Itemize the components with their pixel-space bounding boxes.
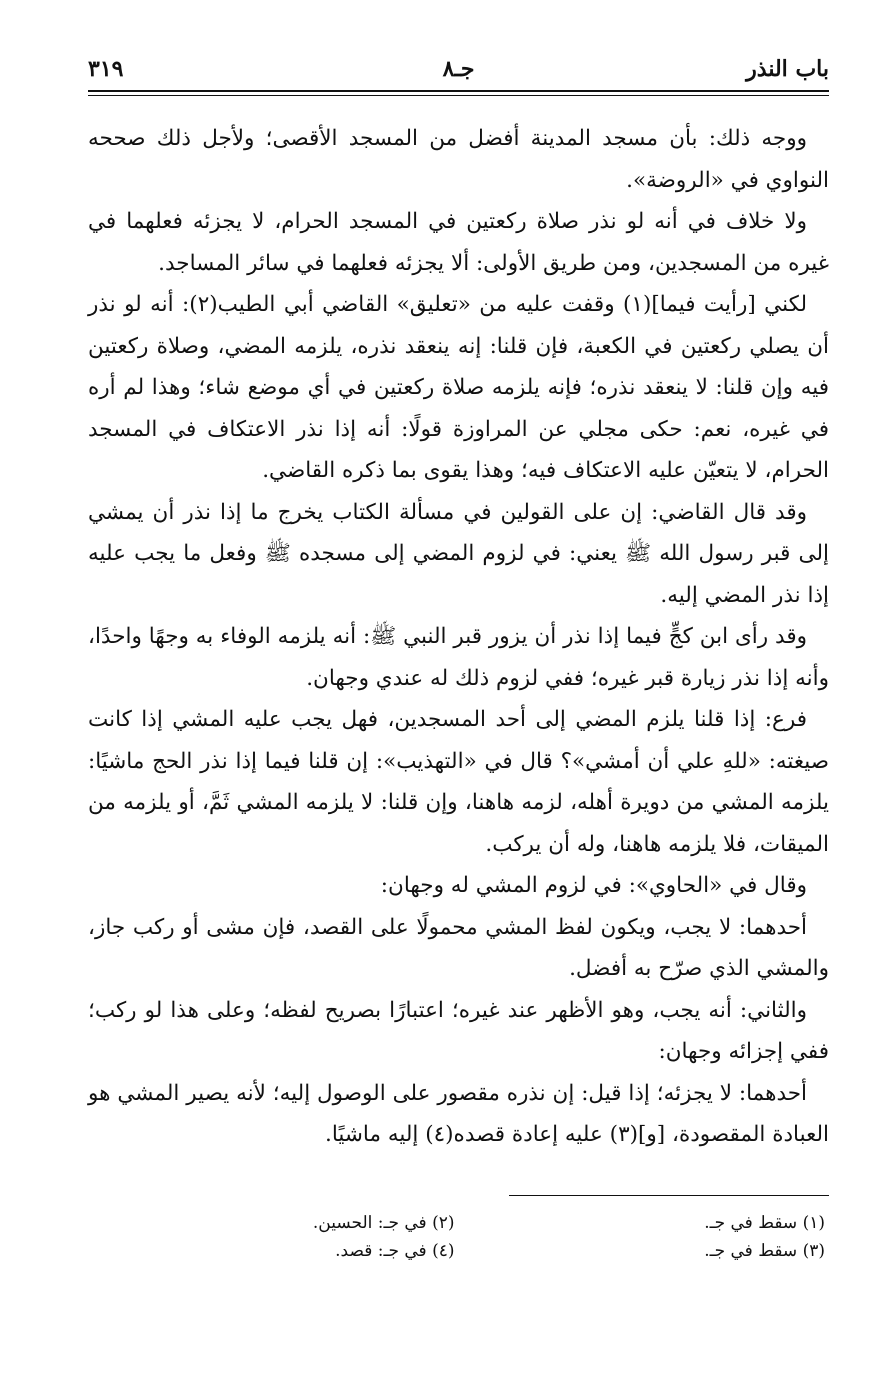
- book-page: [88, 0, 829, 1380]
- header-rule-thin: [88, 95, 829, 96]
- footnote: (٣) سقط في جـ.: [704, 1241, 825, 1261]
- footnote: (١) سقط في جـ.: [704, 1213, 825, 1233]
- paragraph: ووجه ذلك: بأن مسجد المدينة أفضل من المسجد الأقصى؛ ولأجل ذلك صححه النواوي في «الروضة».: [88, 126, 829, 193]
- header-rule: [88, 90, 829, 92]
- paragraph: وقال في «الحاوي»: في لزوم المشي له وجهان:: [380, 873, 807, 898]
- paragraph: وقد رأى ابن كجٍّ فيما إذا نذر أن يزور قبر النبي ﷺ: أنه يلزمه الوفاء به وجهًا واحدًا، وأنه إذا نذر زيارة قبر غيره؛ ففي لزوم ذلك له عندي وجهان.: [88, 624, 829, 691]
- footnotes: [88, 1209, 829, 1265]
- footnote-row: [88, 1237, 829, 1265]
- footnote-row: [88, 1209, 829, 1237]
- volume-label: جـ٨: [442, 56, 475, 82]
- footnote: (٢) في جـ: الحسين.: [312, 1213, 455, 1233]
- running-header: [88, 56, 829, 92]
- footnote-rule: [509, 1195, 829, 1196]
- paragraph: والثاني: أنه يجب، وهو الأظهر عند غيره؛ اعتبارًا بصريح لفظه؛ وعلى هذا لو ركب؛ ففي إجزائه وجهان:: [88, 997, 829, 1064]
- paragraph: ولا خلاف في أنه لو نذر صلاة ركعتين في المسجد الحرام، لا يجزئه فعلهما في غيره من المسجدين، ومن طريق الأولى: ألا يجزئه فعلهما في سائر المساجد.: [88, 209, 829, 276]
- main-text: [88, 118, 829, 1156]
- paragraph: لكني [رأيت فيما](١) وقفت عليه من «تعليق» القاضي أبي الطيب(٢): أنه لو نذر أن يصلي ركعتين في الكعبة، فإن قلنا: إنه ينعقد نذره، يلزمه المضي، وصلاة ركعتين فيه وإن قلنا: لا ينعقد نذره؛ فإنه يلزمه صلاة ركعتين في أي موضع شاء؛ وهذا لم أره في غيره، نعم: حكى مجلي عن المراوزة قولًا: أنه إذا نذر الاعتكاف في المسجد الحرام، لا يتعيّن عليه الاعتكاف فيه؛ وهذا يقوى بما ذكره القاضي.: [88, 292, 829, 483]
- chapter-title: باب النذر: [746, 56, 829, 82]
- paragraph: فرع: إذا قلنا يلزم المضي إلى أحد المسجدين، فهل يجب عليه المشي إذا كانت صيغته: «للهِ علي أن أمشي»؟ قال في «التهذيب»: إن قلنا فيما إذا نذر الحج ماشيًا: يلزمه المشي من دويرة أهله، لزمه هاهنا، وإن قلنا: لا يلزمه المشي ثَمَّ، أو يلزمه من الميقات، فلا يلزمه هاهنا، وله أن يركب.: [88, 707, 829, 857]
- paragraph: أحدهما: لا يجزئه؛ إذا قيل: إن نذره مقصور على الوصول إليه؛ لأنه يصير المشي هو العبادة المقصودة، [و](٣) عليه إعادة قصده(٤) إليه ماشيًا.: [88, 1080, 829, 1147]
- page-number: ٣١٩: [88, 56, 124, 82]
- paragraph: وقد قال القاضي: إن على القولين في مسألة الكتاب يخرج ما إذا نذر أن يمشي إلى قبر رسول الله ﷺ يعني: في لزوم المضي إلى مسجده ﷺ وفعل ما يجب عليه إذا نذر المضي إليه.: [88, 499, 829, 608]
- footnote: (٤) في جـ: قصد.: [335, 1241, 455, 1261]
- paragraph: أحدهما: لا يجب، ويكون لفظ المشي محمولًا على القصد، فإن مشى أو ركب جاز، والمشي الذي صرّح به أفضل.: [88, 914, 829, 981]
